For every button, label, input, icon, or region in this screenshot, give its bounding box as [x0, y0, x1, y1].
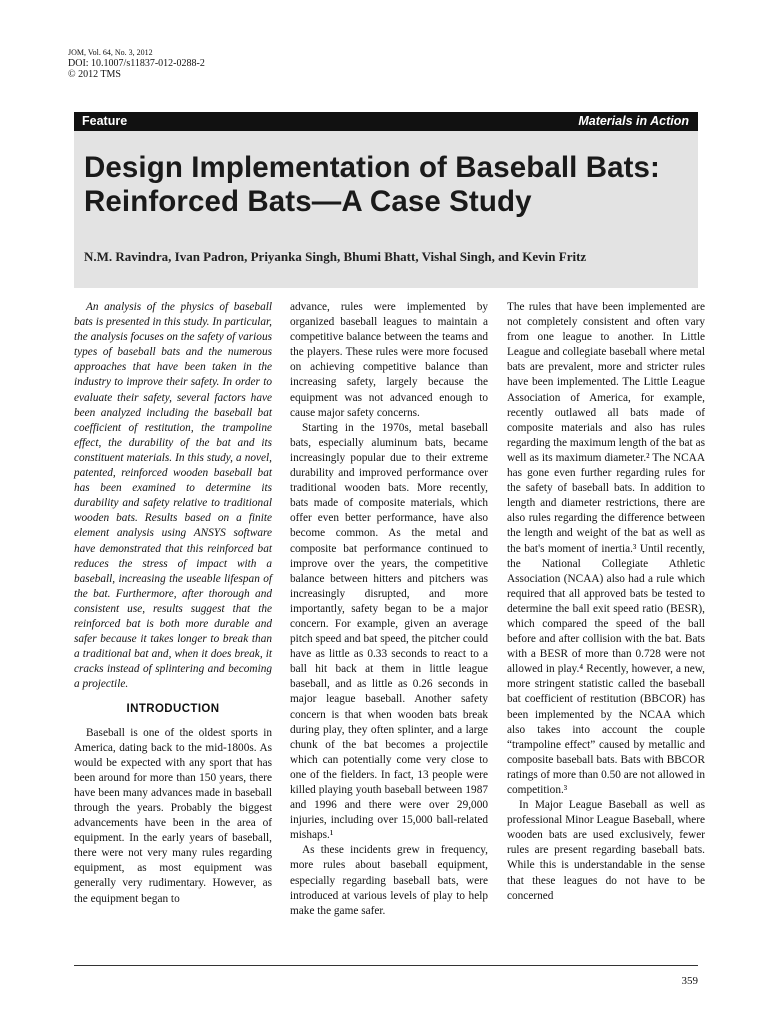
section-label: Feature	[82, 114, 128, 128]
author-list: N.M. Ravindra, Ivan Padron, Priyanka Singh, Bhumi Bhatt, Vishal Singh, and Kevin Fritz	[84, 249, 587, 264]
section-bar	[74, 112, 698, 131]
column-1	[74, 300, 272, 907]
footer-rule	[74, 965, 698, 966]
column-2	[290, 300, 488, 919]
copyright: © 2012 TMS	[68, 69, 121, 80]
page-number: 359	[681, 975, 698, 987]
journal-citation: JOM, Vol. 64, No. 3, 2012	[68, 48, 153, 57]
category-label: Materials in Action	[578, 114, 689, 128]
paragraph: Baseball is one of the oldest sports in America, dating back to the mid-1800s. As would be expected with any sport that has been around for more than 150 years, there have been many advances made in baseball through the years. Probably the biggest advancements have been in the area of equipment. In the early years of baseball, there were not very many rules regarding equipment, as most equipment was generally very rudimentary. However, as the equipment began to	[74, 726, 272, 905]
article-title: Design Implementation of Baseball Bats: Reinforced Bats—A Case Study	[84, 151, 660, 218]
paragraph: As these incidents grew in frequency, more rules about baseball equipment, especially regarding baseball bats, were introduced at various levels of play to help make the game safer.	[290, 844, 488, 917]
doi: DOI: 10.1007/s11837-012-0288-2	[68, 58, 205, 69]
title-block	[74, 131, 698, 288]
abstract: An analysis of the physics of baseball bats is presented in this study. In particular, the analysis focuses on the safety of various types of baseball bats and the numerous approaches that have been taken in the industry to improve their safety. In order to evaluate their safety, several factors have been analyzed including the baseball bat coefficient of restitution, the trampoline effect, the durability of the bat and its constituent materials. In this study, a novel, patented, reinforced wooden baseball bat has been examined to determine its durability and safety relative to traditional wooden bats. Results based on a finite element analysis using ANSYS software have demonstrated that this reinforced bat reduces the stress of impact with a baseball, increasing the useable lifespan of the bat. Furthermore, after thorough and consistent use, results suggest that the reinforced bat is both more durable and safer because it takes longer to break than a traditional bat and, when it does break, it cracks instead of splintering and becoming a projectile.	[74, 301, 272, 691]
introduction-heading: INTRODUCTION	[126, 703, 220, 716]
paragraph: In Major League Baseball as well as professional Minor League Baseball, where wooden bats are used exclusively, fewer rules are present regarding baseball bats. While this is understandable in the sense that these leagues do not have to be concerned	[507, 799, 705, 902]
paragraph: The rules that have been implemented are not completely consistent and often vary from one league to another. In Little League and collegiate baseball where metal bats are prevalent, more and stricter rules have been implemented. The Little League Association of America, for example, recently outlawed all bats made of composite materials and also has rules regarding the maximum length of the bat as well as its maximum diameter.² The NCAA has gone even further regarding rules for the safety of baseball bats. In addition to length and diameter restrictions, there are also rules regarding the difference between the length and weight of the bat as well as the bat's moment of inertia.³ Until recently, the National Collegiate Athletic Association (NCAA) also had a rule which required that all approved bats be tested to determine the ball exit speed ratio (BESR), which compared the speed of the ball before and after collision with the bat. Bats with a BESR of more than 0.728 were not allowed in play.⁴ Recently, however, a new, more stringent statistic called the baseball bat coefficient of restitution (BBCOR) has been implemented by the NCAA which also takes into account the couple “trampoline effect” caused by metallic and composite baseball bats. Bats with BBCOR ratings of more than 0.50 are not allowed in competition.³	[507, 301, 705, 796]
journal-meta	[68, 47, 205, 80]
paragraph: advance, rules were implemented by organized baseball leagues to maintain a competitive balance between the teams and the players. These rules were more focused on achieving competitive balance than increasing safety, largely because the equipment was not advanced enough to cause major safety concerns.	[290, 301, 488, 419]
paragraph: Starting in the 1970s, metal baseball bats, especially aluminum bats, became increasingly popular due to their extreme durability and improved performance over traditional wooden bats. More recently, bats made of composite materials, which offer even better performance, have also become common. As the metal and composite bat performance continued to improve over the years, the competitive balance between hitters and pitchers was increasingly disrupted, and more importantly, safety began to be a major concern. For example, given an average pitch speed and bat speed, the pitcher could have as little as 0.33 seconds to react to a ball hit back at them in little league baseball, and as little as 0.26 seconds in major league baseball. Another safety concern is that when wooden bats break during play, they often splinter, and a large chunk of the bat becomes a projectile which can potentially come very close to one of the fielders. In fact, 13 people were killed playing youth baseball between 1987 and 1996 and there were over 29,000 injuries, including over 15,000 ball-related mishaps.¹	[290, 421, 488, 842]
column-3	[507, 300, 705, 904]
